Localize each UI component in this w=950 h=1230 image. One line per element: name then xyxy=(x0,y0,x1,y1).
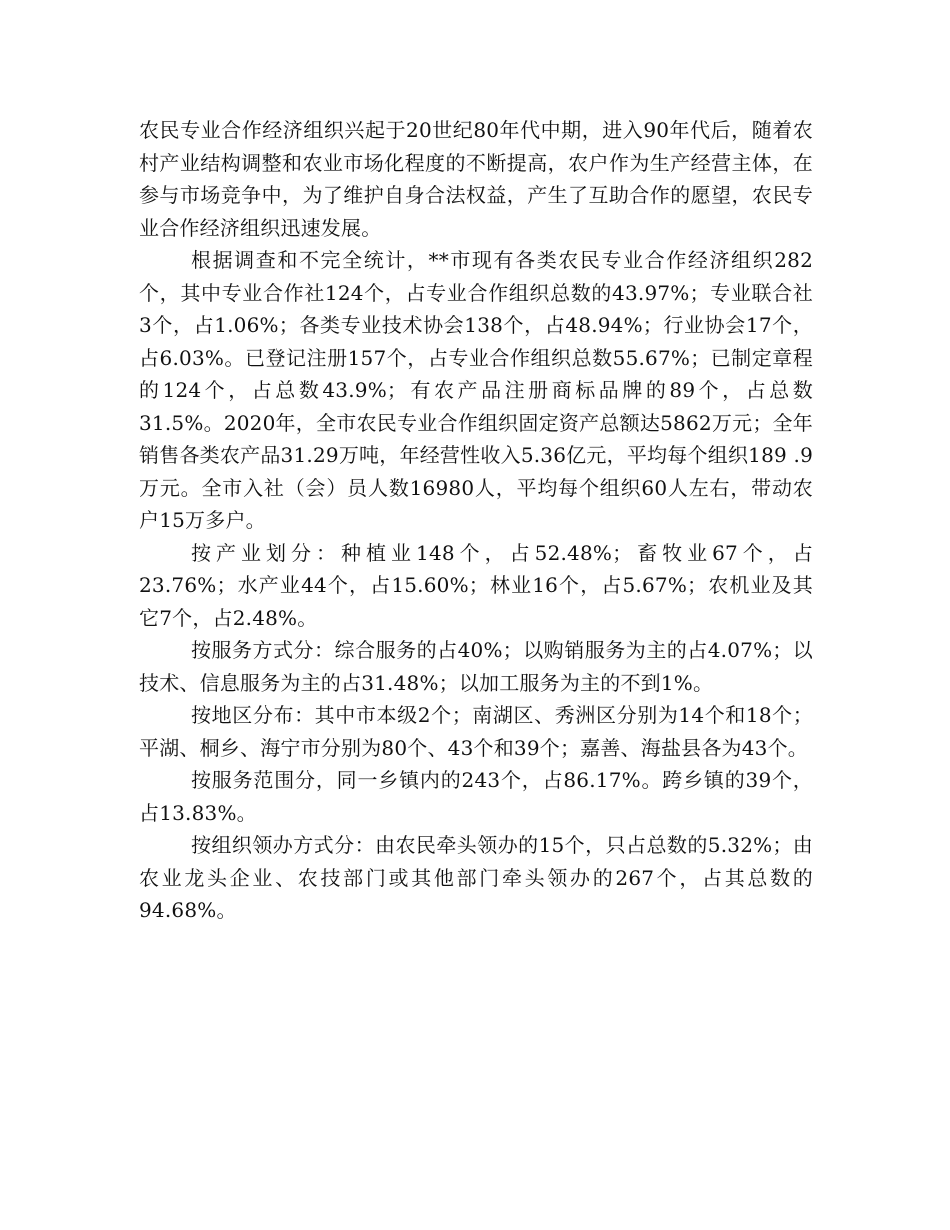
paragraph-by-region: 按地区分布：其中市本级2个；南湖区、秀洲区分别为14个和18个；平湖、桐乡、海宁市分别为80个、43个和39个；嘉善、海盐县各为43个。 xyxy=(139,703,813,760)
paragraph-statistics: 根据调查和不完全统计，**市现有各类农民专业合作经济组织282个，其中专业合作社124个，占专业合作组织总数的43.97%；专业联合社3个，占1.06%；各类专业技术协会138个，占48.94%；行业协会17个，占6.03%。已登记注册157个，占专业合作组织总数55.67%；已制定章程的124个，占总数43.9%；有农产品注册商标品牌的89个，占总数31.5%。2020年，全市农民专业合作组织固定资产总额达5862万元；全年销售各类农产品31.29万吨，年经营性收入5.36亿元，平均每个组织189 .9万元。全市入社（会）员人数16980人，平均每个组织60人左右，带动农户15万多户。 xyxy=(139,248,813,532)
paragraph-by-service-type: 按服务方式分：综合服务的占40%；以购销服务为主的占4.07%；以技术、信息服务为主的占31.48%；以加工服务为主的不到1%。 xyxy=(139,638,813,695)
paragraph-by-organizer: 按组织领办方式分：由农民牵头领办的15个，只占总数的5.32%；由农业龙头企业、农技部门或其他部门牵头领办的267个，占其总数的94.68%。 xyxy=(139,833,813,922)
paragraph-by-industry: 按产业划分：种植业148个，占52.48%；畜牧业67个，占23.76%；水产业44个，占15.60%；林业16个，占5.67%；农机业及其它7个，占2.48%。 xyxy=(139,540,813,630)
document-body xyxy=(139,114,813,927)
paragraph-by-service-scope: 按服务范围分，同一乡镇内的243个，占86.17%。跨乡镇的39个，占13.83%。 xyxy=(139,768,813,825)
paragraph-intro: 农民专业合作经济组织兴起于20世纪80年代中期，进入90年代后，随着农村产业结构调整和农业市场化程度的不断提高，农户作为生产经营主体，在参与市场竞争中，为了维护自身合法权益，产生了互助合作的愿望，农民专业合作经济组织迅速发展。 xyxy=(139,118,813,240)
